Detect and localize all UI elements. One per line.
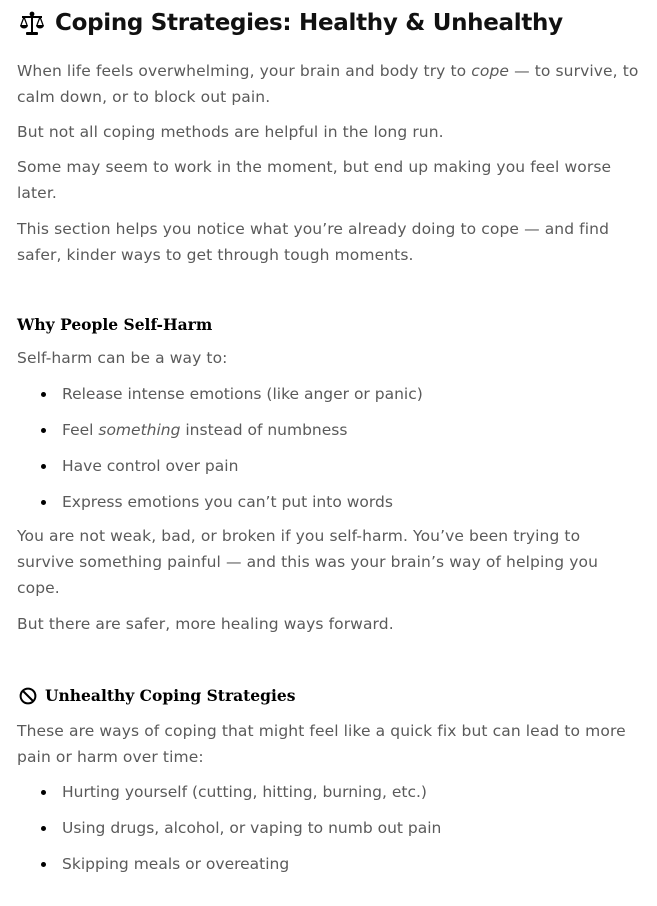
prohibited-icon [19,687,37,705]
bullet-dot [41,826,46,831]
list-item: Using drugs, alcohol, or vaping to numb out pain [17,810,441,846]
unhealthy-coping-heading: Unhealthy Coping Strategies [17,686,295,705]
bullet-dot [41,428,46,433]
intro-paragraph-3: Some may seem to work in the moment, but end up making you feel worse later. [17,158,612,202]
balance-scale-icon [19,10,45,36]
why-safer-ways-paragraph: But there are safer, more healing ways forward. [17,615,394,633]
page-title-text: Coping Strategies: Healthy & Unhealthy [55,10,563,36]
list-item: Release intense emotions (like anger or panic) [17,376,423,412]
unhealthy-lead-text: These are ways of coping that might feel like a quick fix but can lead to more pain or harm over time: [17,722,626,766]
list-item: Hurting yourself (cutting, hitting, burning, etc.) [17,774,441,810]
list-item: Skipping meals or overeating [17,846,441,882]
bullet-dot [41,500,46,505]
why-lead-text: Self-harm can be a way to: [17,349,228,367]
why-self-harm-heading: Why People Self-Harm [17,315,213,334]
why-reasons-list [17,376,423,520]
why-reassurance-paragraph: You are not weak, bad, or broken if you self-harm. You’ve been trying to survive something painful — and this was your brain’s way of helping you cope. [17,527,599,597]
list-item: Feel something instead of numbness [17,412,423,448]
intro-paragraph-2: But not all coping methods are helpful in the long run. [17,123,444,141]
bullet-dot [41,862,46,867]
list-item: Express emotions you can’t put into words [17,484,423,520]
intro-paragraph-1: When life feels overwhelming, your brain and body try to cope — to survive, to calm down, or to block out pain. [17,62,639,106]
bullet-dot [41,464,46,469]
intro-paragraph-4: This section helps you notice what you’re already doing to cope — and find safer, kinder ways to get through tough moments. [17,220,610,264]
bullet-dot [41,392,46,397]
unhealthy-strategies-list [17,774,441,882]
page-title [19,10,563,36]
bullet-dot [41,790,46,795]
list-item: Have control over pain [17,448,423,484]
